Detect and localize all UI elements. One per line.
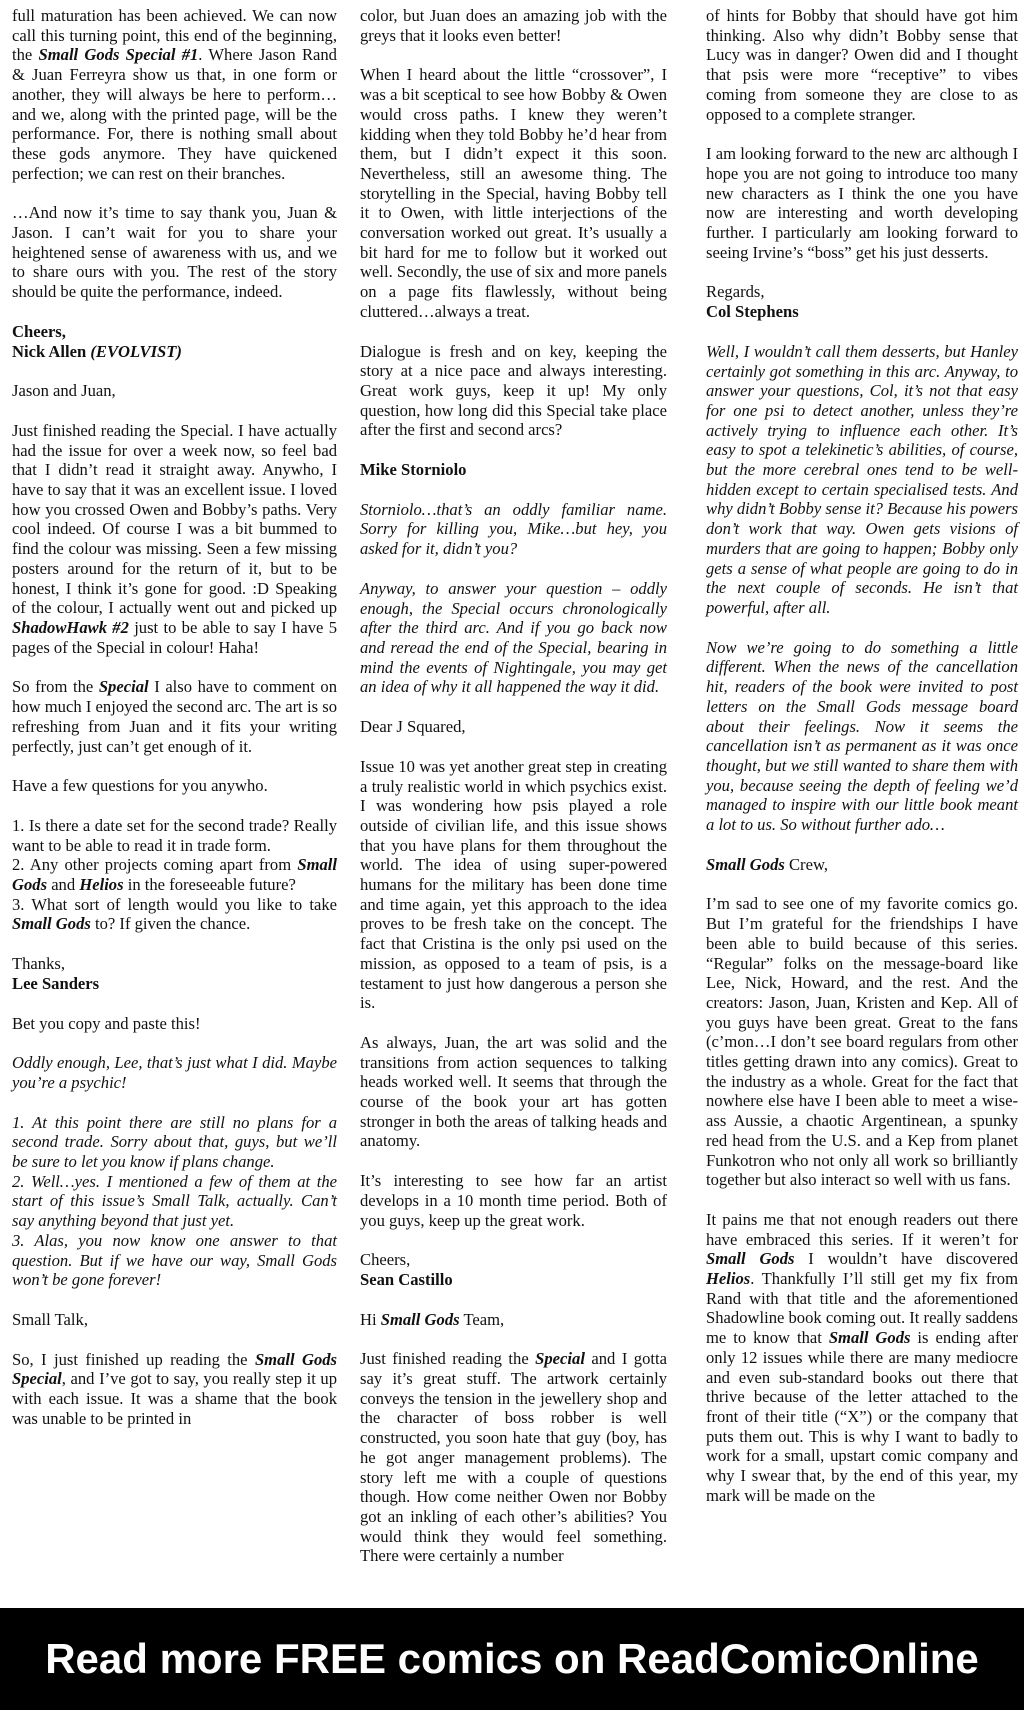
signoff: Thanks, [12,954,65,974]
text-run: . Where Jason Rand & Juan Ferreyra show us that, in one form or another, they will always be here to perform…and we, along with the printed page, will be the performance. For, there is nothing small about these gods anymore. They have quickened perfection; we can rest on their branches. [12,45,337,183]
salutation-text: Crew, [784,854,829,874]
text-run: full maturation has been achieved. We can now call this turning point, this end of the beginning, the [12,6,337,65]
letter-paragraph: Issue 10 was yet another great step in creating a truly realistic world in which psychics exist. I was wondering how psis played a role outside of civilian life, and this issue shows that you have plans for them throughout the world. The idea of using super-powered humans for the military has been done time and time again, yet this approach to the idea proves to be fresh take on the concept. The fact that Cristina is the only psi used on the mission, as opposed to a team of psis, is a testament to just how dangerous a person she is. [360,756,667,1013]
letter-paragraph: color, but Juan does an amazing job with the greys that it looks even better! [360,6,667,45]
author-name: Mike Storniolo [360,460,467,480]
emphasis-text: Helios [706,1269,751,1289]
letter-paragraph: Bet you copy and paste this! [12,1013,201,1033]
text-run: Just finished reading the [360,1349,536,1369]
letter-paragraph: Dialogue is fresh and on key, keeping the story at a nice pace and always interesting. Great work guys, keep it up! My only question, how long did this Special take place after the first and second arcs? [360,341,667,440]
editor-reply: Anyway, to answer your question – oddly enough, the Special occurs chronologically after the third arc. And if you go back now and reread the end of the Special, bearing in mind the events of Nightingale, you may get an idea of why it all happened the way it did. [360,578,667,697]
letter-paragraph: …And now it’s time to say thank you, Juan & Jason. I can’t wait for you to share your heightened sense of awareness with us, and we to share ours with you. The rest of the story should be quite the performance, indeed. [12,203,337,302]
letter-paragraph [12,677,337,756]
author-name: Lee Sanders [12,973,100,993]
emphasis-text: Special [535,1349,585,1369]
salutation-text: Team, [459,1309,505,1329]
salutation: Dear J Squared, [360,717,466,737]
editor-reply: Storniolo…that’s an oddly familiar name. Sorry for killing you, Mike…but hey, you asked for it, didn’t you? [360,499,667,559]
question: 1. Is there a date set for the second trade? Really want to be able to read it in trade form. [12,815,337,855]
letters-column-1 [12,6,337,1448]
author-handle: (EVOLVIST) [86,341,182,361]
letter-paragraph: As always, Juan, the art was solid and the transitions from action sequences to talking heads worked well. It seems that through the course of the book your art has gotten stronger in both the areas of talking heads and anatomy. [360,1032,667,1151]
title-small-gods: Small Gods [380,1309,460,1329]
letter-paragraph: of hints for Bobby that should have got him thinking. Also why didn’t Bobby sense that Lucy was in danger? Owen did and I thought that psis were more “receptive” to vibes coming from someone they are close to as opposed to a complete stranger. [706,6,1018,124]
author-name: Sean Castillo [360,1269,453,1289]
emphasis-text: Small Gods [12,914,91,934]
editor-reply: Oddly enough, Lee, that’s just what I did. Maybe you’re a psychic! [12,1053,337,1092]
text-run: 2. Any other projects coming apart from [12,855,298,875]
letters-column-3 [706,6,1018,1526]
text-run: to? If given the chance. [90,914,251,934]
letter-paragraph [12,1350,337,1429]
salutation-text: Hi [360,1309,381,1329]
editor-reply: 2. Well…yes. I mentioned a few of them at the start of this issue’s Small Talk, actually. Can’t say anything beyond that just yet. [12,1171,337,1231]
text-run: So, I just finished up reading the [12,1349,255,1369]
text-run: , and I’ve got to say, you really step it up with each issue. It was a shame that the book was unable to be printed in [12,1369,337,1428]
author-name: Col Stephens [706,302,799,322]
emphasis-text: Small Gods [12,855,337,895]
text-run: I wouldn’t have discovered [794,1249,1018,1269]
promo-banner-text[interactable]: Read more FREE comics on ReadComicOnline [45,1635,979,1682]
letter-paragraph: Have a few questions for you anywho. [12,776,268,796]
signoff: Cheers, [12,321,66,341]
signature [706,282,1018,321]
question [12,895,337,934]
emphasis-text: Special [98,677,149,697]
emphasis-text: Helios [79,875,124,895]
text-run: in the foreseeable future? [123,875,296,895]
salutation [360,1310,667,1330]
editor-reply: Well, I wouldn’t call them desserts, but Hanley certainly got something in this arc. Anyway, to answer your questions, Col, it’s not that easy for one psi to detect another, unless they’re actively trying to influence each other. It’s easy to spot a telekinetic’s abilities, of course, but the more cerebral ones tend to be well-hidden except to certain specialised tests. And why didn’t Bobby sense it? Because his powers don’t work that way. Owen gets visions of murders that are going to happen; Bobby only gets a sense of what people are going to do in the next couple of seconds. He isn’t that powerful, after all. [706,341,1019,617]
letter-paragraph [12,6,337,183]
text-run: So from the [12,677,99,697]
editor-reply: Now we’re going to do something a little different. When the news of the cancellation hit, readers of the book were invited to post letters on the Small Gods message board about their feelings. Now it seems the cancellation isn’t as permanent as it was once thought, but we still wanted to share them with you, because seeing the depth of feeling we’d managed to inspire with our little book meant a lot to us. So without further ado… [706,637,1018,835]
text-run: just to be able to say I have 5 pages of the Special in colour! Haha! [12,617,337,657]
salutation: Jason and Juan, [12,381,116,401]
letter-paragraph [706,1210,1018,1506]
text-run: It pains me that not enough readers out there have embraced this series. If it weren’t for [706,1209,1018,1249]
editor-reply: 1. At this point there are still no plans for a second trade. Sorry about that, guys, but we’ll be sure to let you know if plans change. [12,1112,337,1172]
letter-paragraph [12,421,337,657]
text-run: . Thankfully I’ll still get my fix from Rand with that title and the aforementioned Shadowline book coming out. It really saddens me to know that [706,1269,1018,1348]
signoff: Regards, [706,282,765,302]
salutation [706,855,1018,875]
text-run: and I gotta say it’s great stuff. The artwork certainly conveys the tension in the jewellery shop and the character of boss robber is well constructed, you soon hate that guy (boy, has he got anger management problems). The story left me with a couple of questions though. How come neither Owen nor Bobby got an inkling of each other’s abilities? You would think they would feel something. There were certainly a number [360,1349,667,1566]
letters-column-2 [360,6,667,1586]
letter-paragraph: I’m sad to see one of my favorite comics go. But I’m grateful for the friendships I have been able to build because of this series. “Regular” folks on the message-board like Lee, Nick, Howard, and the rest. And the creators: Jason, Juan, Kristen and Kep. All of you guys have been great. Great to the fans (c’mon…I don’t see board regulars from other titles getting drawn into any comics). Great to the industry as a whole. Great for the fact that nowhere else have I been able to meet a wise-ass Aussie, a chaotic Argentinean, a spunky red head from the U.S. and a Kep from planet Funkotron who not only all work so brilliantly together but also interact so well with us fans. [706,894,1018,1190]
text-run: is ending after only 12 issues while there are many mediocre and even sub-standard books out there that thrive because of the letter attached to the front of their title (“X”) or the company that puts them out. This is why I want to badly to work for a small, upstart comic company and why I swear that, by the end of this year, my mark will be made on the [706,1328,1018,1505]
author-name: Nick Allen [12,341,87,361]
letter-paragraph: I am looking forward to the new arc although I hope you are not going to introduce too many new characters as I think the one you have now are interesting and worth developing further. I particularly am looking forward to seeing Irvine’s “boss” get his just desserts. [706,144,1018,262]
signoff: Cheers, [360,1250,411,1270]
promo-banner[interactable] [0,1608,1024,1710]
signature [12,322,337,361]
text-run: 3. What sort of length would you like to take [12,894,337,914]
text-run: Just finished reading the Special. I have actually had the issue for over a week now, so feel bad that I didn’t read it straight away. Anywho, I have to say that it was an excellent issue. I loved how you crossed Owen and Bobby’s paths. Very cool indeed. Of course I was a bit bummed to find the colour was missing. Seen a few missing posters around for the return of it, but to be honest, I think it’s gone for good. :D Speaking of the colour, I actually went out and picked up [12,420,337,618]
emphasis-text: Small Gods Special #1 [38,45,199,65]
emphasis-text: Small Gods Special [12,1349,338,1389]
text-run: and [47,875,80,895]
emphasis-text: Small Gods [706,1249,795,1269]
letter-paragraph: When I heard about the little “crossover”, I was a bit sceptical to see how Bobby & Owen would cross paths. I knew they weren’t kidding when they told Bobby he’d hear from them, but I didn’t expect it this soon. Nevertheless, still an awesome thing. The storytelling in the Special, having Bobby tell it to Owen, with little interjections of the conversation worked out great. It’s usually a bit hard for me to follow but it worked out well. Secondly, the use of six and more panels on a page fits flawlessly, without being cluttered…always a treat. [360,65,667,321]
title-small-gods: Small Gods [706,854,785,874]
editor-reply: 3. Alas, you now know one answer to that question. But if we have our way, Small Gods won’t be gone forever! [12,1230,337,1290]
signature [360,1250,667,1289]
letter-paragraph [360,1349,667,1566]
question [12,855,337,894]
signature [12,954,337,993]
emphasis-text: Small Gods [828,1328,911,1348]
salutation: Small Talk, [12,1309,88,1329]
text-run: I also have to comment on how much I enjoyed the second arc. The art is so refreshing from Juan and it fits your writing perfectly, just can’t get enough of it. [12,677,337,756]
letter-paragraph: It’s interesting to see how far an artist develops in a 10 month time period. Both of you guys, keep up the great work. [360,1171,667,1230]
emphasis-text: ShadowHawk #2 [12,617,129,637]
